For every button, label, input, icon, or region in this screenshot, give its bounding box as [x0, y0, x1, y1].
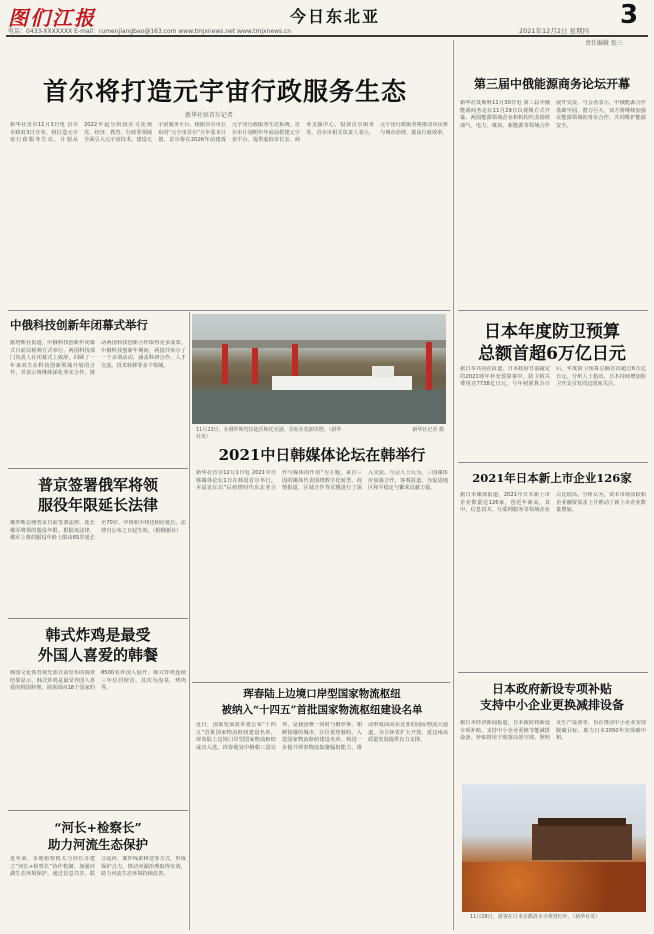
- side-headline-2-line1: 日本年度防卫预算: [484, 322, 620, 342]
- chicken-body: 韩国文化体育观光部日前发布的调查结果显示，韩式炸鸡是最受外国人喜爱的韩国料理。调查面向18个国家的8500名外国人展开，韩式炸鸡连续三年位居榜首，其次为泡菜、烤肉等。: [10, 670, 186, 692]
- temple-eave-shape: [538, 818, 626, 826]
- river-headline-line2: 助力河流生态保护: [47, 837, 148, 852]
- side-headline-1: 第三届中俄能源商务论坛开幕: [473, 77, 630, 91]
- temple-photo: [462, 784, 646, 912]
- divider: [192, 682, 450, 683]
- river-headline-line1: “河长+检察长”: [54, 820, 142, 835]
- column-divider: [189, 312, 190, 930]
- lead-byline: 新华社驻首尔记者: [185, 112, 234, 119]
- putin-headline-line1: 普京签署俄军将领: [37, 476, 158, 494]
- side-body-3: 据日本媒体报道，2021年日本新上市企业数量达126家，创近年新高。其中，信息技术、互联网服务等领域企业占比较高。分析认为，资本市场活跃和企业融资需求上升推动了新上市企业数量增加。: [460, 492, 646, 514]
- page-number: 3: [620, 0, 639, 30]
- newspaper-logo: 图们江报: [8, 6, 96, 30]
- water-shape: [192, 390, 446, 424]
- river-body: 近年来，多地检察机关与河长办建立“河长+检察长”协作机制，加强河湖生态环境保护。通过信息共享、联合巡河、案件线索移送等方式，形成保护合力，推动河湖治理取得实效，助力河流生态环境持续改善。: [10, 856, 186, 878]
- divider: [8, 618, 188, 619]
- putin-headline-line2: 服役年限延长法律: [37, 496, 158, 514]
- hill-shape: [192, 340, 446, 348]
- chicken-headline-line1: 韩式炸鸡是最受: [45, 626, 151, 644]
- lead-body: 新华社首尔11月3日电 首尔市政府3日宣布，将打造元宇宙行政服务生态，计划从2022年起分阶段在文化观光、经济、教育、行政等领域全面引入元宇宙技术，建设元宇宙服务平台。根据首尔市公布的“元宇宙首尔”五年基本计划，首尔将在2026年前建成元宇宙行政服务生态系统。首尔市计划明年年底前搭建元宇宙平台，提供虚拟市长室、商务支援中心、投资首尔服务等。首尔市相关负责人表示，元宇宙行政服务将推动市民参与城市治理，提高行政效率。: [10, 122, 448, 144]
- editor-line: 责任编辑 张三: [585, 40, 623, 47]
- putin-body: 俄罗斯总统普京日前签署法律，延长俄军将领的服役年限。根据该法律，俄军上将的服役年龄上限由65岁延长至70岁，中将和少将也相应延长。法律自公布之日起生效。（据俄新社）: [10, 520, 186, 542]
- divider: [8, 468, 188, 469]
- port-photo-caption: 11月23日，在俄罗斯符拉迪沃斯托克港，货轮在装卸货物。（新华社发）: [196, 427, 342, 440]
- port-headline-line1: 珲春陆上边境口岸型国家物流枢纽: [243, 688, 401, 700]
- side-body-2: 据日本共同社报道，日本政府日前敲定的2021财年补充预算案中，防卫相关费用达7738亿日元，与年初预算合计后，年度防卫预算总额首次超过6万亿日元。分析人士指出，日本持续增加防卫开支引发周边国家关注。: [460, 366, 646, 388]
- side-headline-2-line2: 总额首超6万亿日元: [478, 344, 626, 364]
- temple-photo-caption: 11月28日，游客在日本京都清水寺观赏红叶。（新华社发）: [470, 914, 601, 920]
- port-photo: [192, 314, 446, 424]
- divider: [8, 310, 450, 311]
- chicken-headline-line2: 外国人喜爱的韩餐: [37, 646, 158, 664]
- side-headline-4-line1: 日本政府新设专项补贴: [491, 682, 612, 696]
- side-headline-3: 2021年日本新上市企业126家: [472, 471, 632, 485]
- crane-shape: [222, 344, 228, 384]
- side-body-1: 新华社莫斯科11月30日电 第三届中俄能源商务论坛11月29日以视频方式开幕。两国能源领域企业和机构代表围绕油气、电力、煤炭、新能源等领域合作展开交流。与会者表示，中俄能源合作基础牢固，潜力巨大，双方将继续加强在能源领域的务实合作，共同维护能源安全。: [460, 100, 646, 129]
- section-title: 今日东北亚: [289, 7, 380, 26]
- forum-headline: 中俄科技创新年闭幕式举行: [10, 318, 148, 332]
- contact-line: 电话：0433-XXXXXXX E-mail：rumenjiangbao@163.com www.tmjxnews.net www.tmjxnews.cn: [8, 28, 292, 35]
- side-body-4: 据日本经济新闻报道，日本政府将新设专项补贴，支持中小企业更换节能减排设备。补贴将用于购置高效空调、照明及生产设备等，旨在推动中小企业实现脱碳目标，助力日本2050年实现碳中和。: [460, 720, 646, 742]
- forum-body: 据塔斯社报道，中俄科技创新年闭幕式日前以视频方式举行。两国科技部门负责人在闭幕式上致辞，回顾了一年来双方在科技创新领域开展的合作，并表示将继续深化务实合作，推动两国科技创新合作取得更多成果。中俄科技创新年期间，两国共举办了一千余项活动，涵盖科研合作、人才交流、技术转移等多个领域。: [10, 340, 186, 377]
- side-headline-4-line2: 支持中小企业更换减排设备: [479, 698, 624, 712]
- divider: [458, 672, 648, 673]
- autumn-foliage-shape: [462, 862, 646, 912]
- issue-date: 2021年12月2日 星期四: [519, 27, 590, 35]
- media-headline: 2021中日韩媒体论坛在韩举行: [218, 446, 426, 464]
- port-photo-credit: 新华社记者 摄: [412, 427, 444, 433]
- crane-shape: [252, 348, 258, 384]
- column-divider: [453, 40, 454, 930]
- media-body: 新华社首尔12月1日电 2021中日韩媒体论坛1日在韩国首尔举行。本届论坛以“后疫情时代东北亚合作与媒体的作用”为主题，来自三国的媒体代表围绕数字化转型、疫情报道、区域合作等议题进行了深入交流。与会人士认为，三国媒体应加强合作，客观报道，为促进地区和平稳定与繁荣贡献力量。: [196, 470, 448, 492]
- divider: [8, 810, 188, 811]
- masthead-rule: [6, 35, 648, 37]
- divider: [458, 462, 648, 463]
- ship-bridge-shape: [372, 366, 394, 378]
- ship-hull-shape: [272, 376, 412, 390]
- port-headline-line2: 被纳入“十四五”首批国家物流枢纽建设名单: [221, 704, 423, 716]
- crane-shape: [426, 342, 432, 392]
- lead-headline: 首尔将打造元宇宙行政服务生态: [42, 77, 407, 106]
- divider: [458, 310, 648, 311]
- port-body: 近日，国家发展改革委公布“十四五”首批国家物流枢纽建设名单，珲春陆上边境口岸型国家物流枢纽成功入选。珲春地处中俄朝三国交界，是我国唯一同时与俄罗斯、朝鲜接壤的城市，区位优势独特。入选国家物流枢纽建设名单，将进一步提升珲春物流集聚辐射能力，推动形成面向东北亚的国际物流大通道，为吉林省扩大开放、延边州高质量发展提供有力支撑。: [196, 722, 448, 751]
- temple-roof-shape: [532, 824, 632, 860]
